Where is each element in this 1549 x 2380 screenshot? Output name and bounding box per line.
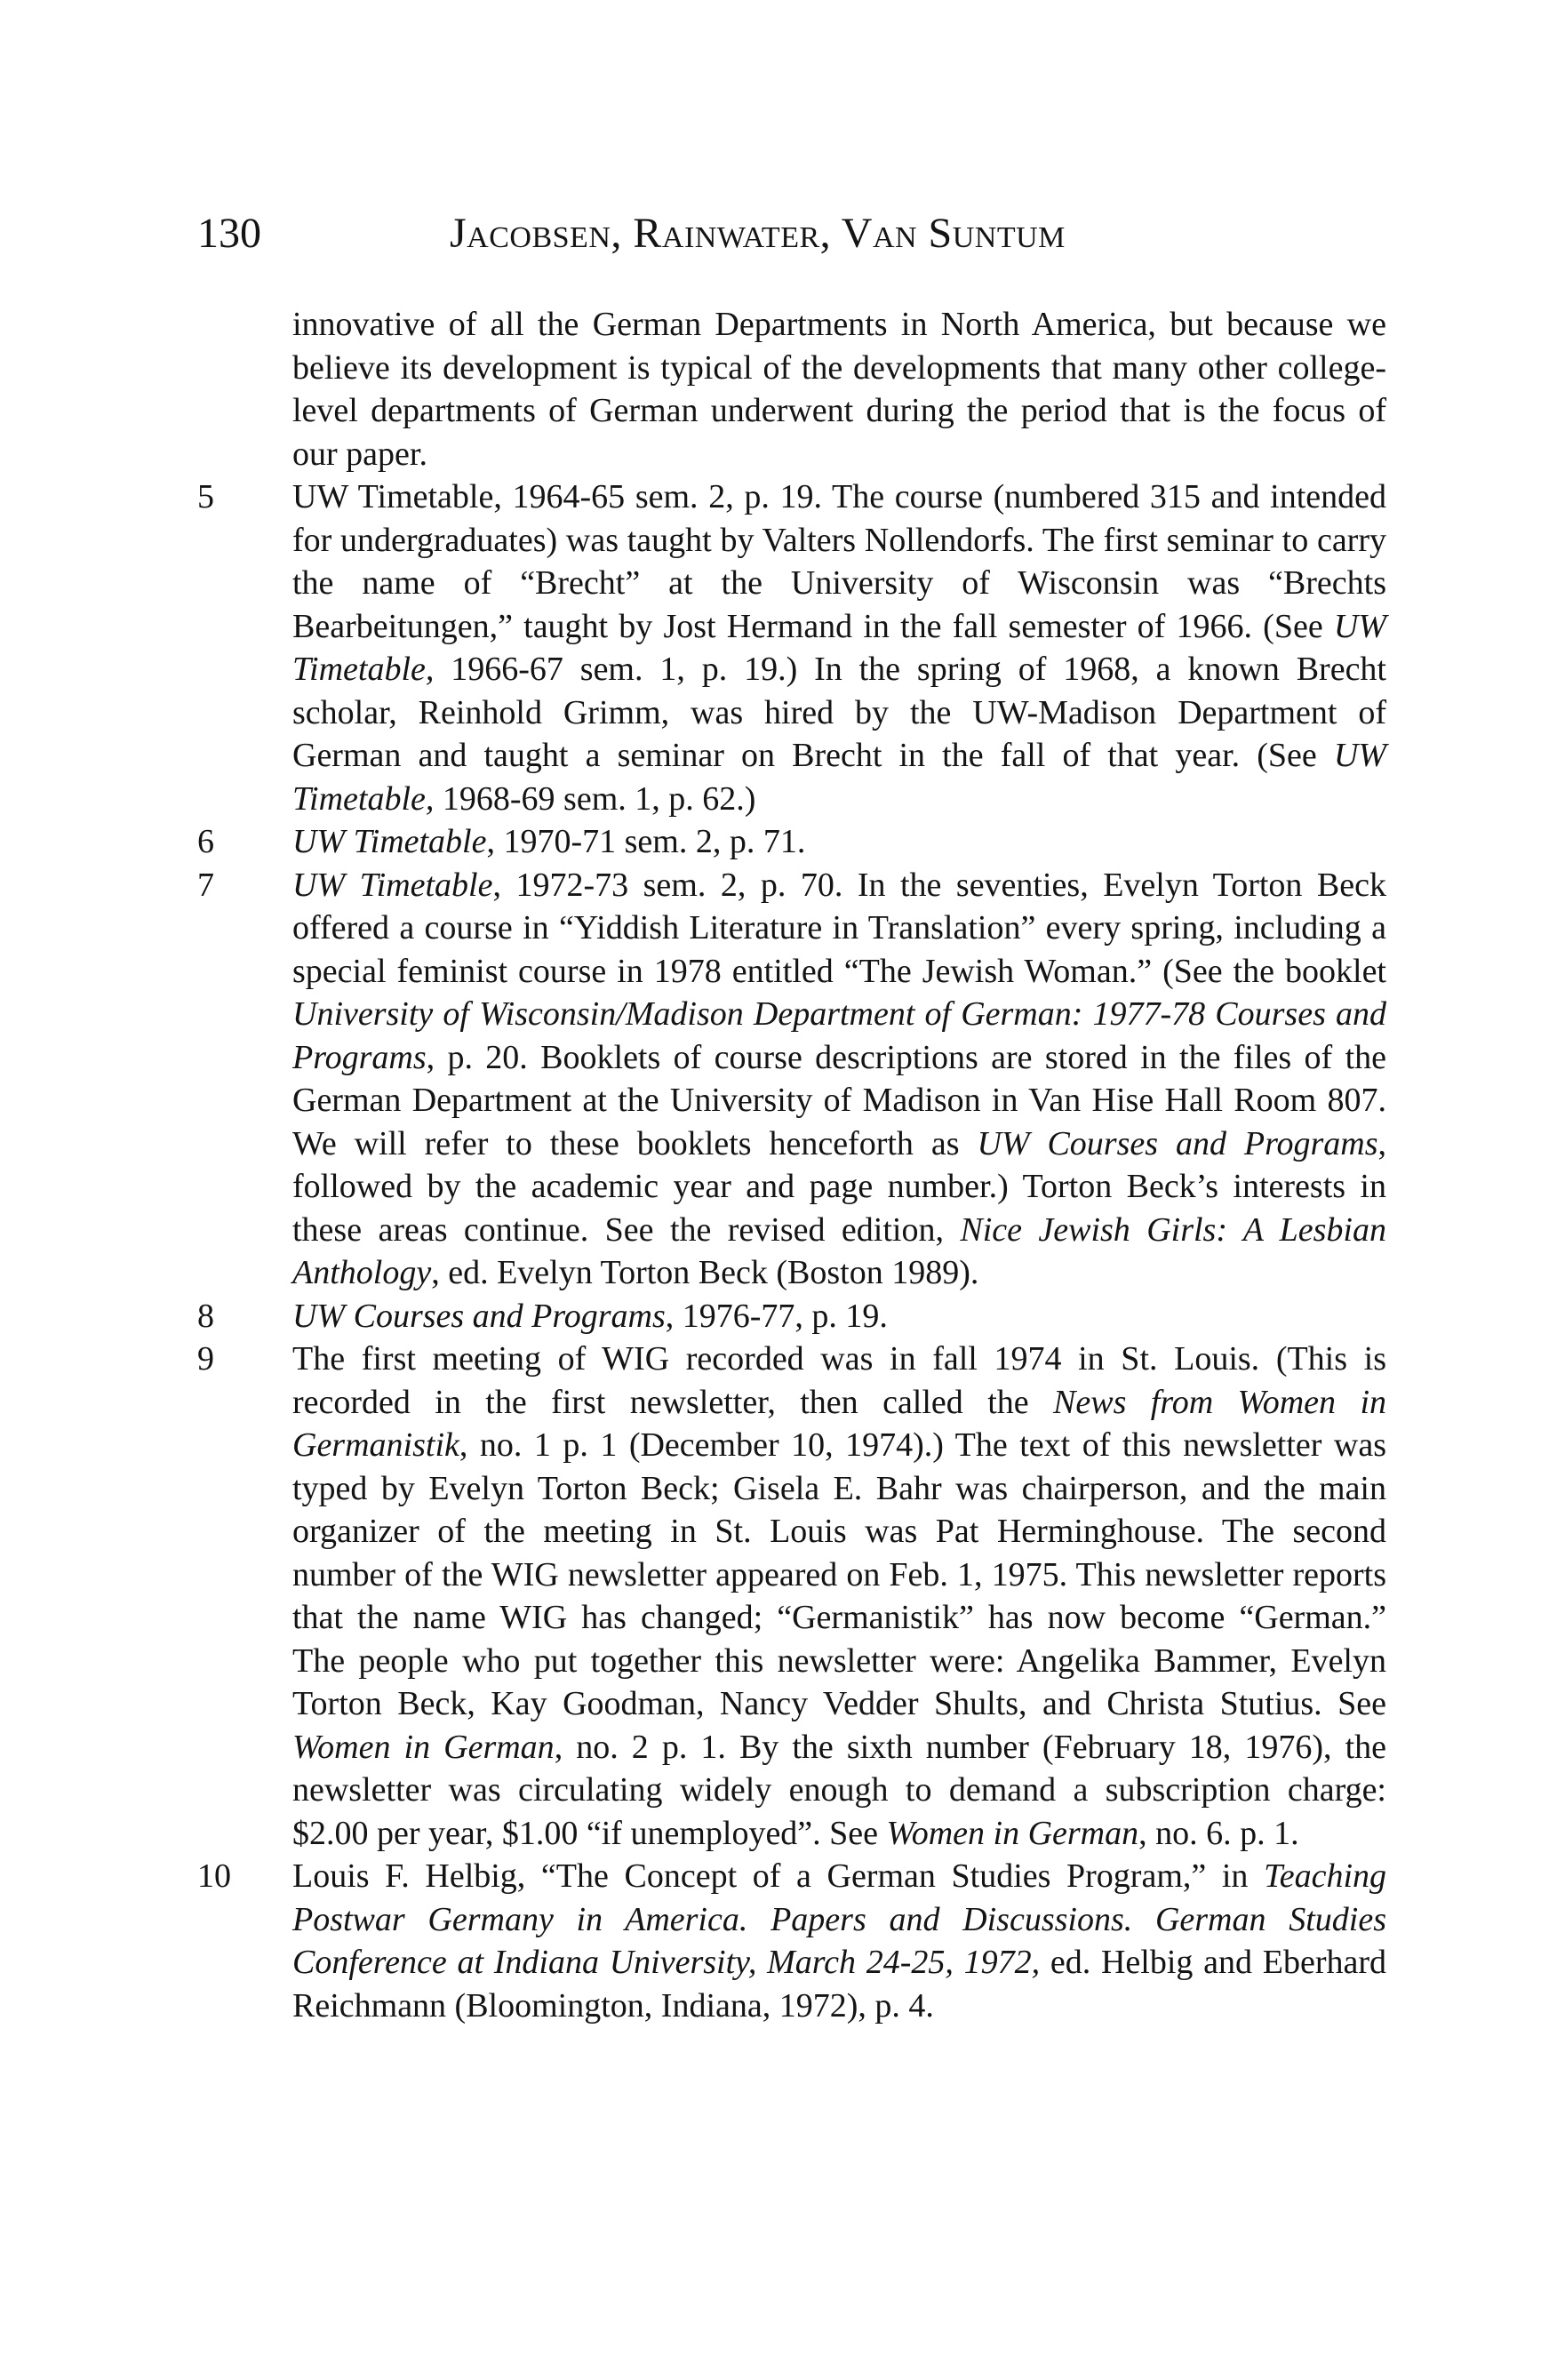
italic-title: Nice Jewish Girls: A Lesbian Anthology [292, 1210, 1386, 1291]
endnote-text [292, 864, 1386, 1295]
endnote [197, 475, 1386, 820]
text-run: , 1976-77, p. 19. [665, 1297, 888, 1335]
endnote-text [292, 1338, 1386, 1855]
endnote [197, 303, 1386, 475]
text-run: 1968-69 sem. 1, p. 62.) [434, 779, 756, 818]
endnote-text [292, 1295, 1386, 1338]
text-run: Louis F. Helbig, “The Concept of a German Studies Program,” in [292, 1857, 1265, 1895]
italic-title: UW Courses and Programs [977, 1124, 1378, 1162]
italic-title: UW Timetable, [292, 737, 1386, 818]
italic-title: UW Timetable [292, 823, 487, 860]
endnote [197, 1295, 1386, 1338]
italic-title: Women in German [886, 1814, 1139, 1852]
running-head: Jacobsen, Rainwater, Van Suntum [450, 210, 1066, 257]
endnote-number: 6 [197, 823, 214, 860]
italic-title: UW Timetable [292, 866, 493, 904]
endnote-number: 8 [197, 1297, 214, 1335]
endnote-number: 5 [197, 478, 214, 515]
text-run: , 1972-73 sem. 2, p. 70. In the seventies, Evelyn Torton Beck offered a course in “Yiddish Literature in Translation” every spring, including a special feminist course in 1978 entitled “The Jewish Woman.” (See the booklet [292, 866, 1386, 990]
italic-title: News from Women in Germanistik [292, 1383, 1386, 1464]
text-run: , p. 20. Booklets of course descriptions are stored in the files of the German Department at the University of Madison in Van Hise Hall Room 807. We will refer to these booklets henceforth as [292, 1038, 1386, 1162]
text-run: innovative of all the German Departments in North America, but because we believe its development is typical of the developments that many other college-level departments of German underwent during the period that is the focus of our paper. [292, 306, 1386, 473]
italic-title: University of Wisconsin/Madison Department of German: 1977-78 Courses and Programs [292, 995, 1386, 1076]
endnotes [197, 303, 1386, 2027]
italic-title: Teaching Postwar Germany in America. Papers and Discussions. German Studies Conference at Indiana University, March 24-25, 1972, [292, 1857, 1386, 1981]
text-run: , followed by the academic year and page number.) Torton Beck’s interests in these areas continue. See the revised edition, [292, 1124, 1386, 1249]
endnote-number: 9 [197, 1340, 214, 1378]
endnote [197, 1855, 1386, 2027]
text-run: , 1970-71 sem. 2, p. 71. [486, 823, 806, 860]
endnote [197, 820, 1386, 864]
text-run: ed. Helbig and Eberhard Reichmann (Bloomington, Indiana, 1972), p. 4. [292, 1944, 1386, 2025]
text-run: UW Timetable, 1964-65 sem. 2, p. 19. The course (numbered 315 and intended for undergraduates) was taught by Valters Nollendorfs. The first seminar to carry the name of “Brecht” at the University of Wisconsin was “Brechts Bearbeitungen,” taught by Jost Hermand in the fall semester of 1966. (See [292, 478, 1386, 645]
page-number: 130 [197, 210, 261, 257]
endnote-number: 7 [197, 866, 214, 904]
text-run: 1966-67 sem. 1, p. 19.) In the spring of 1968, a known Brecht scholar, Reinhold Grimm, was hired by the UW-Madison Department of German and taught a seminar on Brecht in the fall of that year. (See [292, 651, 1386, 774]
endnote-text [292, 303, 1386, 475]
endnote-text [292, 1855, 1386, 2027]
endnote [197, 1338, 1386, 1855]
text-run: The first meeting of WIG recorded was in fall 1974 in St. Louis. (This is recorded in the first newsletter, then called the [292, 1340, 1386, 1421]
text-run: , no. 1 p. 1 (December 10, 1974).) The text of this newsletter was typed by Evelyn Torton Beck; Gisela E. Bahr was chairperson, and the main organizer of the meeting in St. Louis was Pat Herminghouse. The second number of the WIG newsletter appeared on Feb. 1, 1975. This newsletter reports that the name WIG has changed; “Germanistik” has now become “German.” The people who put together this newsletter were: Angelika Bammer, Evelyn Torton Beck, Kay Goodman, Nancy Vedder Shults, and Christa Stutius. See [292, 1426, 1386, 1722]
page-header [197, 203, 1388, 265]
endnote-text [292, 475, 1386, 820]
italic-title: Women in German [292, 1728, 555, 1766]
text-run: , ed. Evelyn Torton Beck (Boston 1989). [431, 1254, 979, 1291]
text-run: , no. 2 p. 1. By the sixth number (February 18, 1976), the newsletter was circulating widely enough to demand a subscription charge: $2.00 per year, $1.00 “if unemployed”. See [292, 1728, 1386, 1852]
endnote [197, 864, 1386, 1295]
endnote-number: 10 [197, 1857, 231, 1895]
italic-title: UW Timetable, [292, 607, 1386, 688]
text-run: , no. 6. p. 1. [1138, 1814, 1299, 1852]
italic-title: UW Courses and Programs [292, 1297, 666, 1335]
endnote-text [292, 820, 1386, 864]
